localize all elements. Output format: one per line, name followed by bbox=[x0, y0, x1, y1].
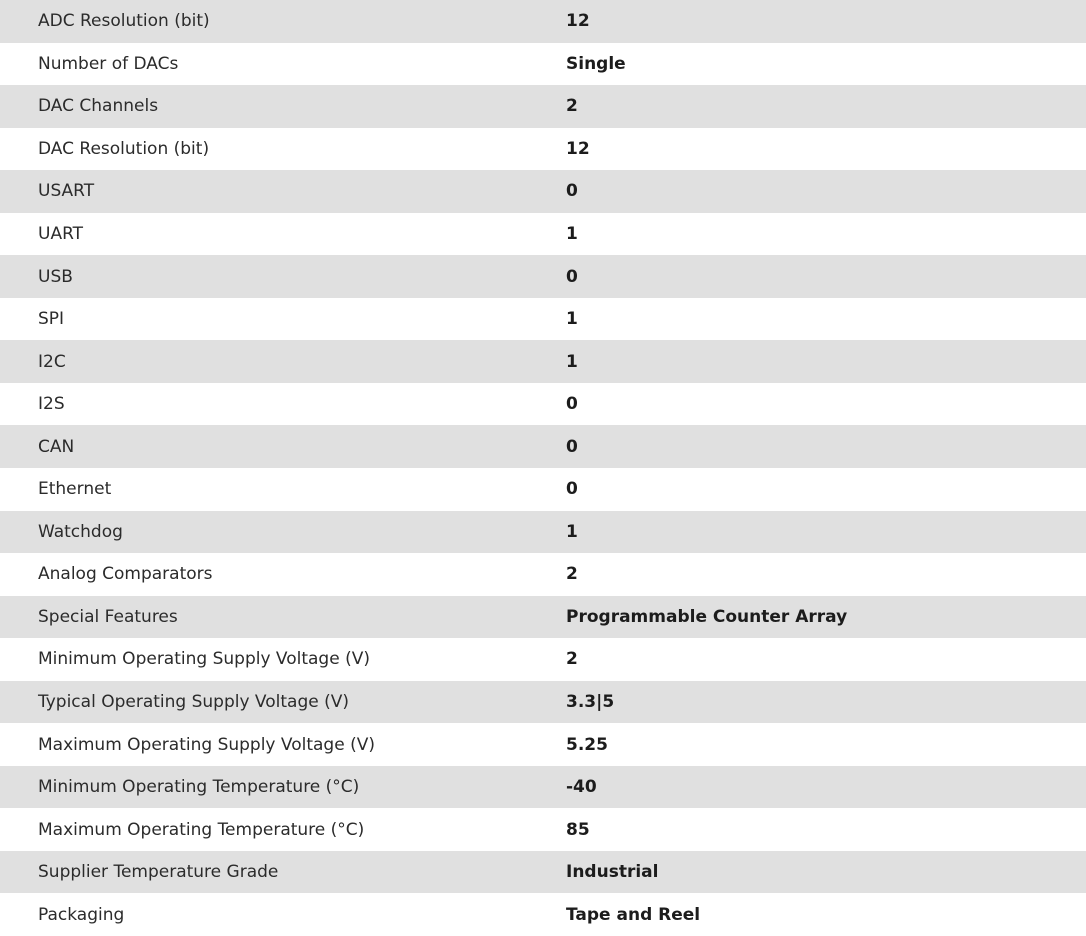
spec-label: Special Features bbox=[38, 606, 178, 627]
spec-row-adc-resolution bbox=[0, 0, 1086, 43]
spec-value: Industrial bbox=[566, 862, 659, 883]
spec-row-min-supply-voltage bbox=[0, 638, 1086, 681]
spec-label: Ethernet bbox=[38, 479, 112, 500]
spec-value: 1 bbox=[566, 224, 578, 244]
spec-label: Analog Comparators bbox=[38, 564, 213, 585]
spec-label: Maximum Operating Supply Voltage (V) bbox=[38, 734, 375, 755]
spec-row-usart bbox=[0, 170, 1086, 213]
spec-label: Minimum Operating Temperature (°C) bbox=[38, 777, 360, 798]
spec-label: Packaging bbox=[38, 904, 125, 925]
spec-value: 12 bbox=[566, 138, 590, 159]
spec-value: Tape and Reel bbox=[566, 904, 701, 925]
spec-label: Maximum Operating Temperature (°C) bbox=[38, 819, 365, 840]
spec-value: 0 bbox=[566, 479, 578, 500]
spec-row-max-temperature bbox=[0, 808, 1086, 851]
spec-value: 3.3|5 bbox=[566, 692, 615, 713]
spec-row-dac-channels bbox=[0, 85, 1086, 128]
spec-value: -40 bbox=[566, 777, 597, 798]
spec-value: 5.25 bbox=[566, 734, 608, 755]
spec-label: Supplier Temperature Grade bbox=[38, 862, 279, 883]
spec-row-uart bbox=[0, 213, 1086, 256]
spec-row-spi bbox=[0, 298, 1086, 341]
spec-value: 2 bbox=[566, 564, 578, 585]
spec-label: USB bbox=[38, 266, 73, 287]
spec-value: 1 bbox=[566, 521, 578, 542]
spec-label: Minimum Operating Supply Voltage (V) bbox=[38, 649, 370, 670]
spec-value: 12 bbox=[566, 11, 590, 32]
spec-label: DAC Channels bbox=[38, 96, 159, 117]
spec-row-packaging bbox=[0, 893, 1086, 936]
spec-label: UART bbox=[38, 224, 84, 244]
spec-row-max-supply-voltage bbox=[0, 723, 1086, 766]
spec-value: Programmable Counter Array bbox=[566, 606, 848, 627]
spec-row-analog-comparators bbox=[0, 553, 1086, 596]
spec-label: USART bbox=[38, 181, 95, 202]
spec-value: 1 bbox=[566, 351, 578, 372]
spec-row-temperature-grade bbox=[0, 851, 1086, 894]
spec-value: 0 bbox=[566, 266, 578, 287]
spec-value: 0 bbox=[566, 181, 578, 202]
spec-label: Number of DACs bbox=[38, 53, 179, 74]
spec-label: Watchdog bbox=[38, 521, 123, 542]
spec-row-ethernet bbox=[0, 468, 1086, 511]
spec-value: 0 bbox=[566, 394, 578, 415]
spec-value: 2 bbox=[566, 96, 578, 117]
spec-row-typical-supply-voltage bbox=[0, 681, 1086, 724]
spec-row-i2c bbox=[0, 340, 1086, 383]
spec-row-number-of-dacs bbox=[0, 43, 1086, 86]
spec-row-watchdog bbox=[0, 511, 1086, 554]
spec-value: Single bbox=[566, 53, 626, 74]
spec-label: DAC Resolution (bit) bbox=[38, 138, 210, 159]
spec-row-can bbox=[0, 425, 1086, 468]
spec-value: 2 bbox=[566, 649, 578, 670]
spec-row-dac-resolution bbox=[0, 128, 1086, 171]
spec-label: I2C bbox=[38, 351, 66, 372]
spec-value: 85 bbox=[566, 819, 590, 840]
spec-row-min-temperature bbox=[0, 766, 1086, 809]
spec-label: Typical Operating Supply Voltage (V) bbox=[38, 692, 349, 713]
spec-row-i2s bbox=[0, 383, 1086, 426]
spec-row-usb bbox=[0, 255, 1086, 298]
spec-value: 1 bbox=[566, 309, 578, 330]
spec-value: 0 bbox=[566, 436, 578, 457]
spec-row-special-features bbox=[0, 596, 1086, 639]
spec-label: SPI bbox=[38, 309, 65, 330]
spec-label: ADC Resolution (bit) bbox=[38, 11, 210, 32]
spec-label: CAN bbox=[38, 436, 75, 457]
spec-label: I2S bbox=[38, 394, 65, 415]
